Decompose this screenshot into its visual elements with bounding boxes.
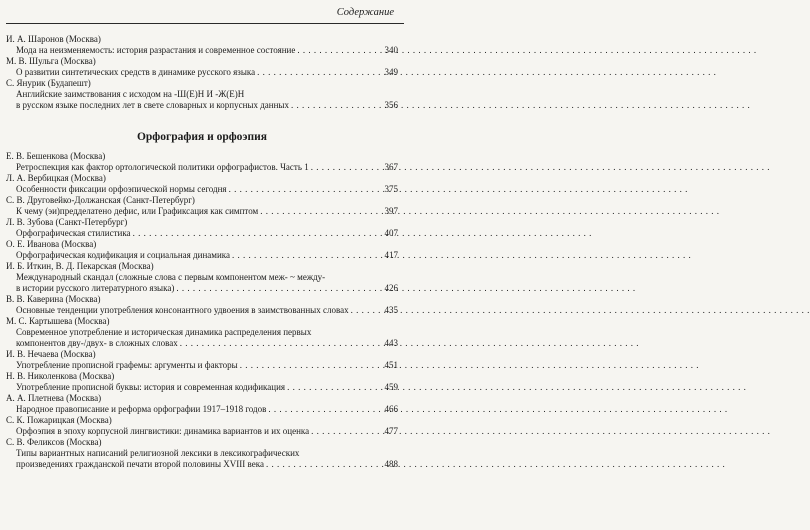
toc-entry[interactable] [6, 393, 398, 415]
entry-author: В. В. Каверина (Москва) [6, 294, 101, 304]
entry-author: М. В. Шульга (Москва) [6, 56, 96, 66]
entry-title-line [6, 272, 398, 283]
page-number: 417 [384, 250, 398, 260]
page-number: 367 [384, 162, 398, 172]
entry-title: К чему (эи)предделатено дефис, или Графиксация как симптом [16, 206, 259, 216]
entry-title: Особенности фиксации орфоэпической нормы сегодня [16, 184, 227, 194]
leader-dots [232, 250, 378, 261]
toc-entry[interactable] [6, 371, 398, 393]
entry-title: Орфографическая стилистика [16, 228, 131, 238]
toc-entry[interactable] [6, 415, 398, 437]
toc-entry[interactable] [6, 294, 398, 316]
entry-title-line [6, 67, 398, 78]
entry-title-line [6, 448, 398, 459]
page-number: 488 [384, 459, 398, 469]
entry-title-line [6, 250, 398, 261]
leader-dots [257, 67, 378, 78]
leader-dots [268, 404, 378, 415]
entry-title: Орфоэпия в эпоху корпусной лингвистики: динамика вариантов и их оценка [16, 426, 310, 436]
entry-title: Английские заимствования с исходом на -Ш(Е)Н И -Ж(Е)Н [16, 89, 245, 99]
entry-title: произведениях гражданской печати второй половины XVIII века [16, 459, 264, 469]
entry-author: И. В. Нечаева (Москва) [6, 349, 96, 359]
entry-title-line [6, 45, 398, 56]
toc-entry[interactable] [6, 437, 398, 470]
entry-title-line [6, 283, 398, 294]
page-number: 340 [384, 45, 398, 55]
page-number: 426 [384, 283, 398, 293]
entry-author: С. К. Пожарицкая (Москва) [6, 415, 112, 425]
entry-author: М. С. Картышева (Москва) [6, 316, 110, 326]
entry-author: А. А. Плетнева (Москва) [6, 393, 102, 403]
entry-title: Современное употребление и историческая динамика распределения первых [16, 327, 312, 337]
page-number: 459 [384, 382, 398, 392]
entry-title: Мода на неизменяемость: история разрастания и современное состояние [16, 45, 296, 55]
toc-entry[interactable] [6, 56, 398, 78]
toc-entry[interactable] [6, 217, 398, 239]
entry-title: Типы вариантных написаний религиозной лексики в лексикографических [16, 448, 300, 458]
entry-author: И. Б. Иткин, В. Д. Пекарская (Москва) [6, 261, 154, 271]
leader-dots [240, 360, 378, 371]
entry-title: Ретроспекция как фактор ортологической политики орфографистов. Часть 1 [16, 162, 309, 172]
entry-title: Употребление прописной графемы: аргументы и факторы [16, 360, 238, 370]
leader-dots [260, 206, 378, 217]
leader-dots [176, 283, 378, 294]
page-number: 407 [384, 228, 398, 238]
page-number: 375 [384, 184, 398, 194]
entry-title-line [6, 426, 398, 437]
page-number: 477 [384, 426, 398, 436]
page-number: 397 [384, 206, 398, 216]
entry-author: Е. В. Бешенкова (Москва) [6, 151, 106, 161]
entry-author: Л. В. Зубова (Санкт-Петербург) [6, 217, 128, 227]
entry-title: компонентов дву-/двух- в сложных словах [16, 338, 178, 348]
leader-dots [266, 459, 378, 470]
entry-author: И. А. Шаронов (Москва) [6, 34, 101, 44]
toc-entry[interactable] [6, 316, 398, 349]
page-number: 466 [384, 404, 398, 414]
page-number: 435 [384, 305, 398, 315]
toc-entry[interactable] [6, 34, 398, 56]
entry-title-line [6, 382, 398, 393]
entry-title: в истории русского литературного языка) [16, 283, 175, 293]
entry-title: Орфографическая кодификация и социальная динамика [16, 250, 230, 260]
entry-title-line [6, 305, 398, 316]
entry-title: Употребление прописной буквы: история и современная кодификация [16, 382, 286, 392]
entry-title-line [6, 459, 398, 470]
toc-group-previous-section [6, 34, 398, 111]
toc-group-orthography [6, 151, 398, 470]
entry-author: С. Янурик (Будапешт) [6, 78, 91, 88]
entry-title-line [6, 162, 398, 173]
page-number: 356 [384, 100, 398, 110]
entry-author: Л. А. Вербицкая (Москва) [6, 173, 106, 183]
leader-dots [351, 305, 378, 316]
entry-title-line [6, 404, 398, 415]
entry-title: Основные тенденции употребления консонантного удвоения в заимствованных словах [16, 305, 349, 315]
toc-entry[interactable] [6, 173, 398, 195]
entry-title-line [6, 89, 398, 100]
header-rule [6, 23, 404, 24]
entry-author: Н. В. Николенкова (Москва) [6, 371, 115, 381]
page-number: 451 [384, 360, 398, 370]
toc-entry[interactable] [6, 78, 398, 111]
section-title: Орфография и орфоэпия [136, 131, 268, 143]
leader-dots [180, 338, 378, 349]
toc-entry[interactable] [6, 349, 398, 371]
entry-title-line [6, 184, 398, 195]
leader-dots [291, 100, 378, 111]
leader-dots [311, 426, 378, 437]
toc-entry[interactable] [6, 239, 398, 261]
entry-title-line [6, 228, 398, 239]
page-number: 443 [384, 338, 398, 348]
toc-entry[interactable] [6, 195, 398, 217]
leader-dots [297, 45, 378, 56]
leader-dots [133, 228, 378, 239]
entry-title: в русском языке последних лет в свете словарных и корпусных данных [16, 100, 289, 110]
entry-title-line [6, 338, 398, 349]
entry-title-line [6, 100, 398, 111]
entry-title-line [6, 360, 398, 371]
entry-author: С. В. Феликсов (Москва) [6, 437, 102, 447]
leader-dots [229, 184, 378, 195]
leader-dots [287, 382, 378, 393]
entry-title: Международный скандал (сложные слова с первым компонентом меж- ~ между- [16, 272, 326, 282]
entry-title-line [6, 206, 398, 217]
entry-title-line [6, 327, 398, 338]
toc-entry[interactable] [6, 151, 398, 173]
contents-list [6, 34, 398, 470]
running-head: Содержание [336, 7, 394, 18]
entry-title: Народное правописание и реформа орфографии 1917–1918 годов [16, 404, 267, 414]
entry-title: О развитии синтетических средств в динамике русского языка [16, 67, 256, 77]
entry-author: О. Е. Иванова (Москва) [6, 239, 97, 249]
page-number: 349 [384, 67, 398, 77]
toc-entry[interactable] [6, 261, 398, 294]
leader-dots [311, 162, 378, 173]
entry-author: С. В. Друговейко-Должанская (Санкт-Петербург) [6, 195, 195, 205]
